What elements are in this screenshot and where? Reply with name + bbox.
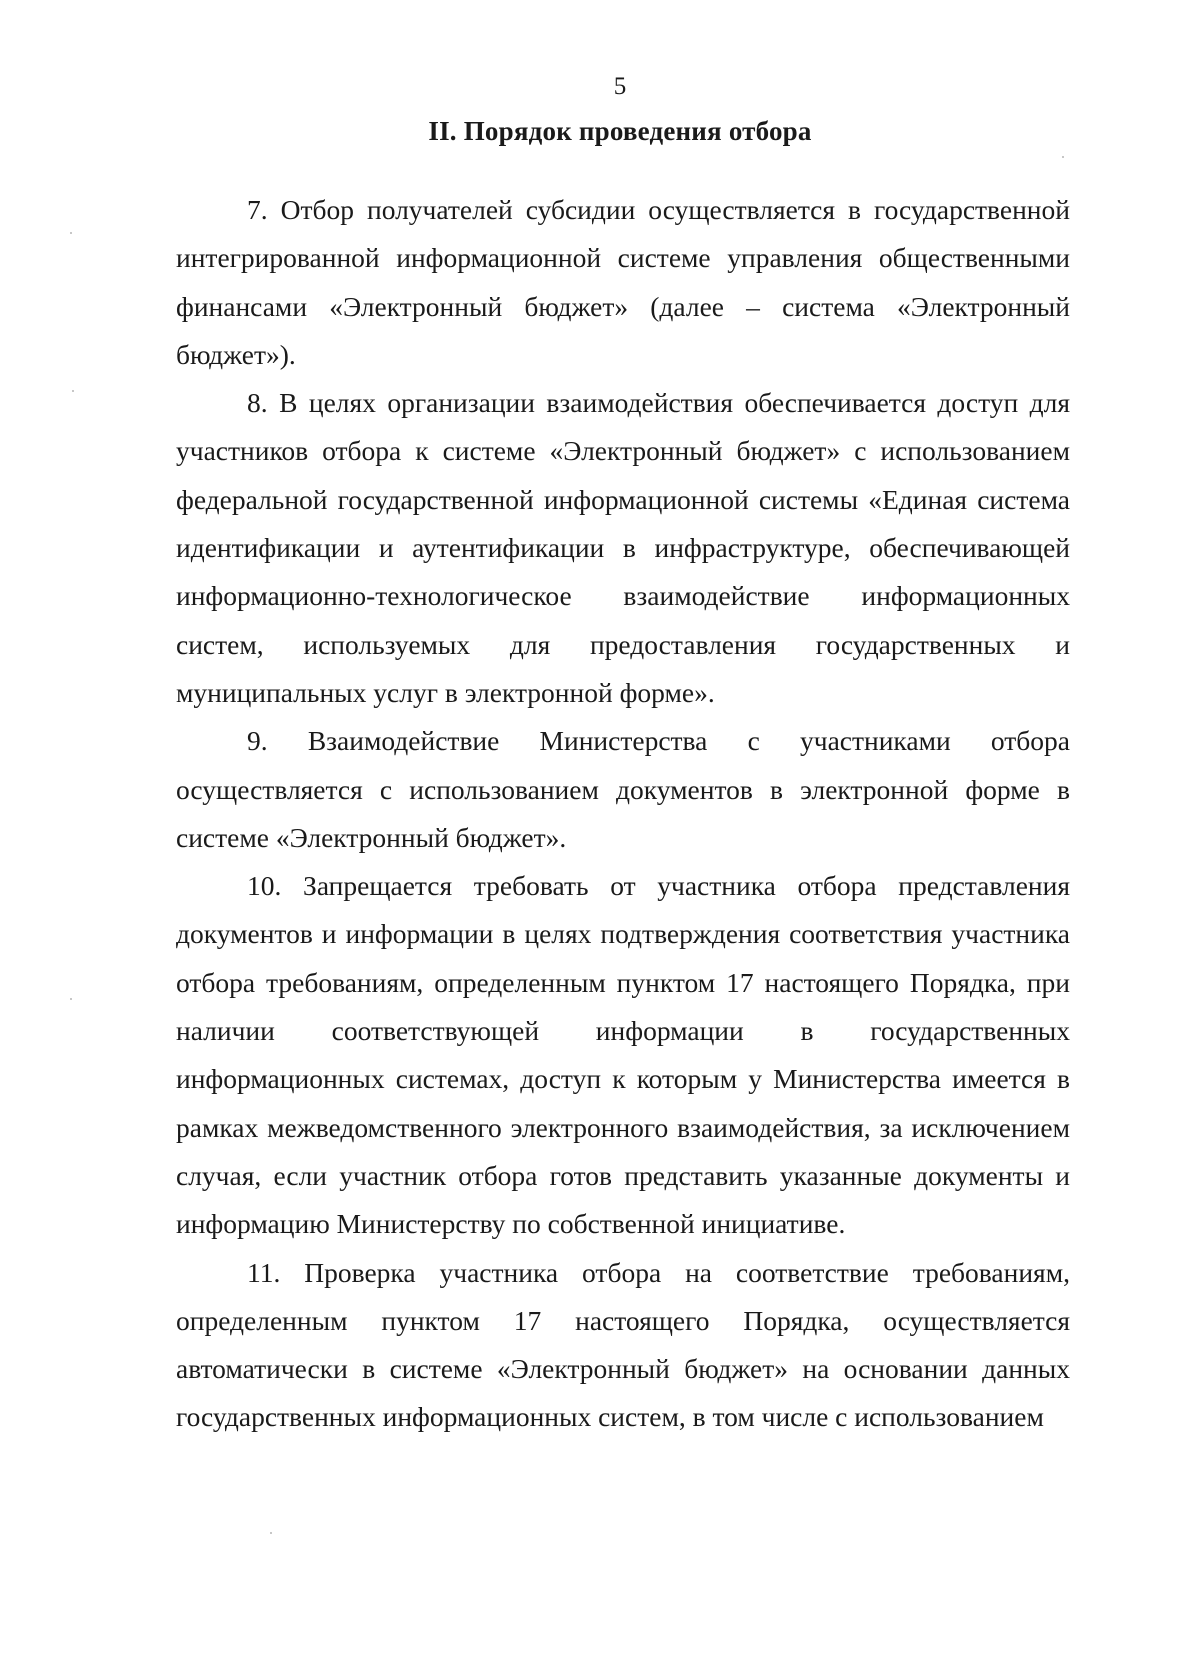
- scan-speck: [70, 232, 72, 234]
- scan-speck: [1062, 156, 1064, 158]
- page-number: 5: [613, 73, 627, 100]
- paragraph-9: 9. Взаимодействие Министерства с участниками отбора осуществляется с использованием документов в электронной форме в системе «Электронный бюджет».: [176, 725, 1070, 853]
- paragraph-11: 11. Проверка участника отбора на соответствие требованиям, определенным пунктом 17 настоящего Порядка, осуществляется автоматически в системе «Электронный бюджет» на основании данных государственных информационных систем, в том числе с использованием: [176, 1256, 1070, 1433]
- paragraph-7: 7. Отбор получателей субсидии осуществляется в государственной интегрированной информационной системе управления общественными финансами «Электронный бюджет» (далее – система «Электронный бюджет»).: [176, 194, 1070, 370]
- paragraph-10: 10. Запрещается требовать от участника отбора представления документов и информации в целях подтверждения соответствия участника отбора требованиям, определенным пунктом 17 настоящего Порядка, при наличии соответствующей информации в государственных информационных системах, доступ к которым у Министерства имеется в рамках межведомственного электронного взаимодействия, за исключением случая, если участник отбора готов представить указанные документы и информацию Министерству по собственной инициативе.: [176, 870, 1070, 1240]
- scan-speck: [70, 998, 72, 1000]
- scan-speck: [270, 1532, 272, 1534]
- scan-speck: [72, 390, 74, 392]
- document-body: [176, 186, 1070, 1442]
- section-title: II. Порядок проведения отбора: [428, 116, 812, 146]
- paragraph-8: 8. В целях организации взаимодействия обеспечивается доступ для участников отбора к системе «Электронный бюджет» с использованием федеральной государственной информационной системы «Единая система идентификации и аутентификации в инфраструктуре, обеспечивающей информационно-технологическое взаимодействие информационных систем, используемых для предоставления государственных и муниципальных услуг в электронной форме».: [176, 387, 1070, 708]
